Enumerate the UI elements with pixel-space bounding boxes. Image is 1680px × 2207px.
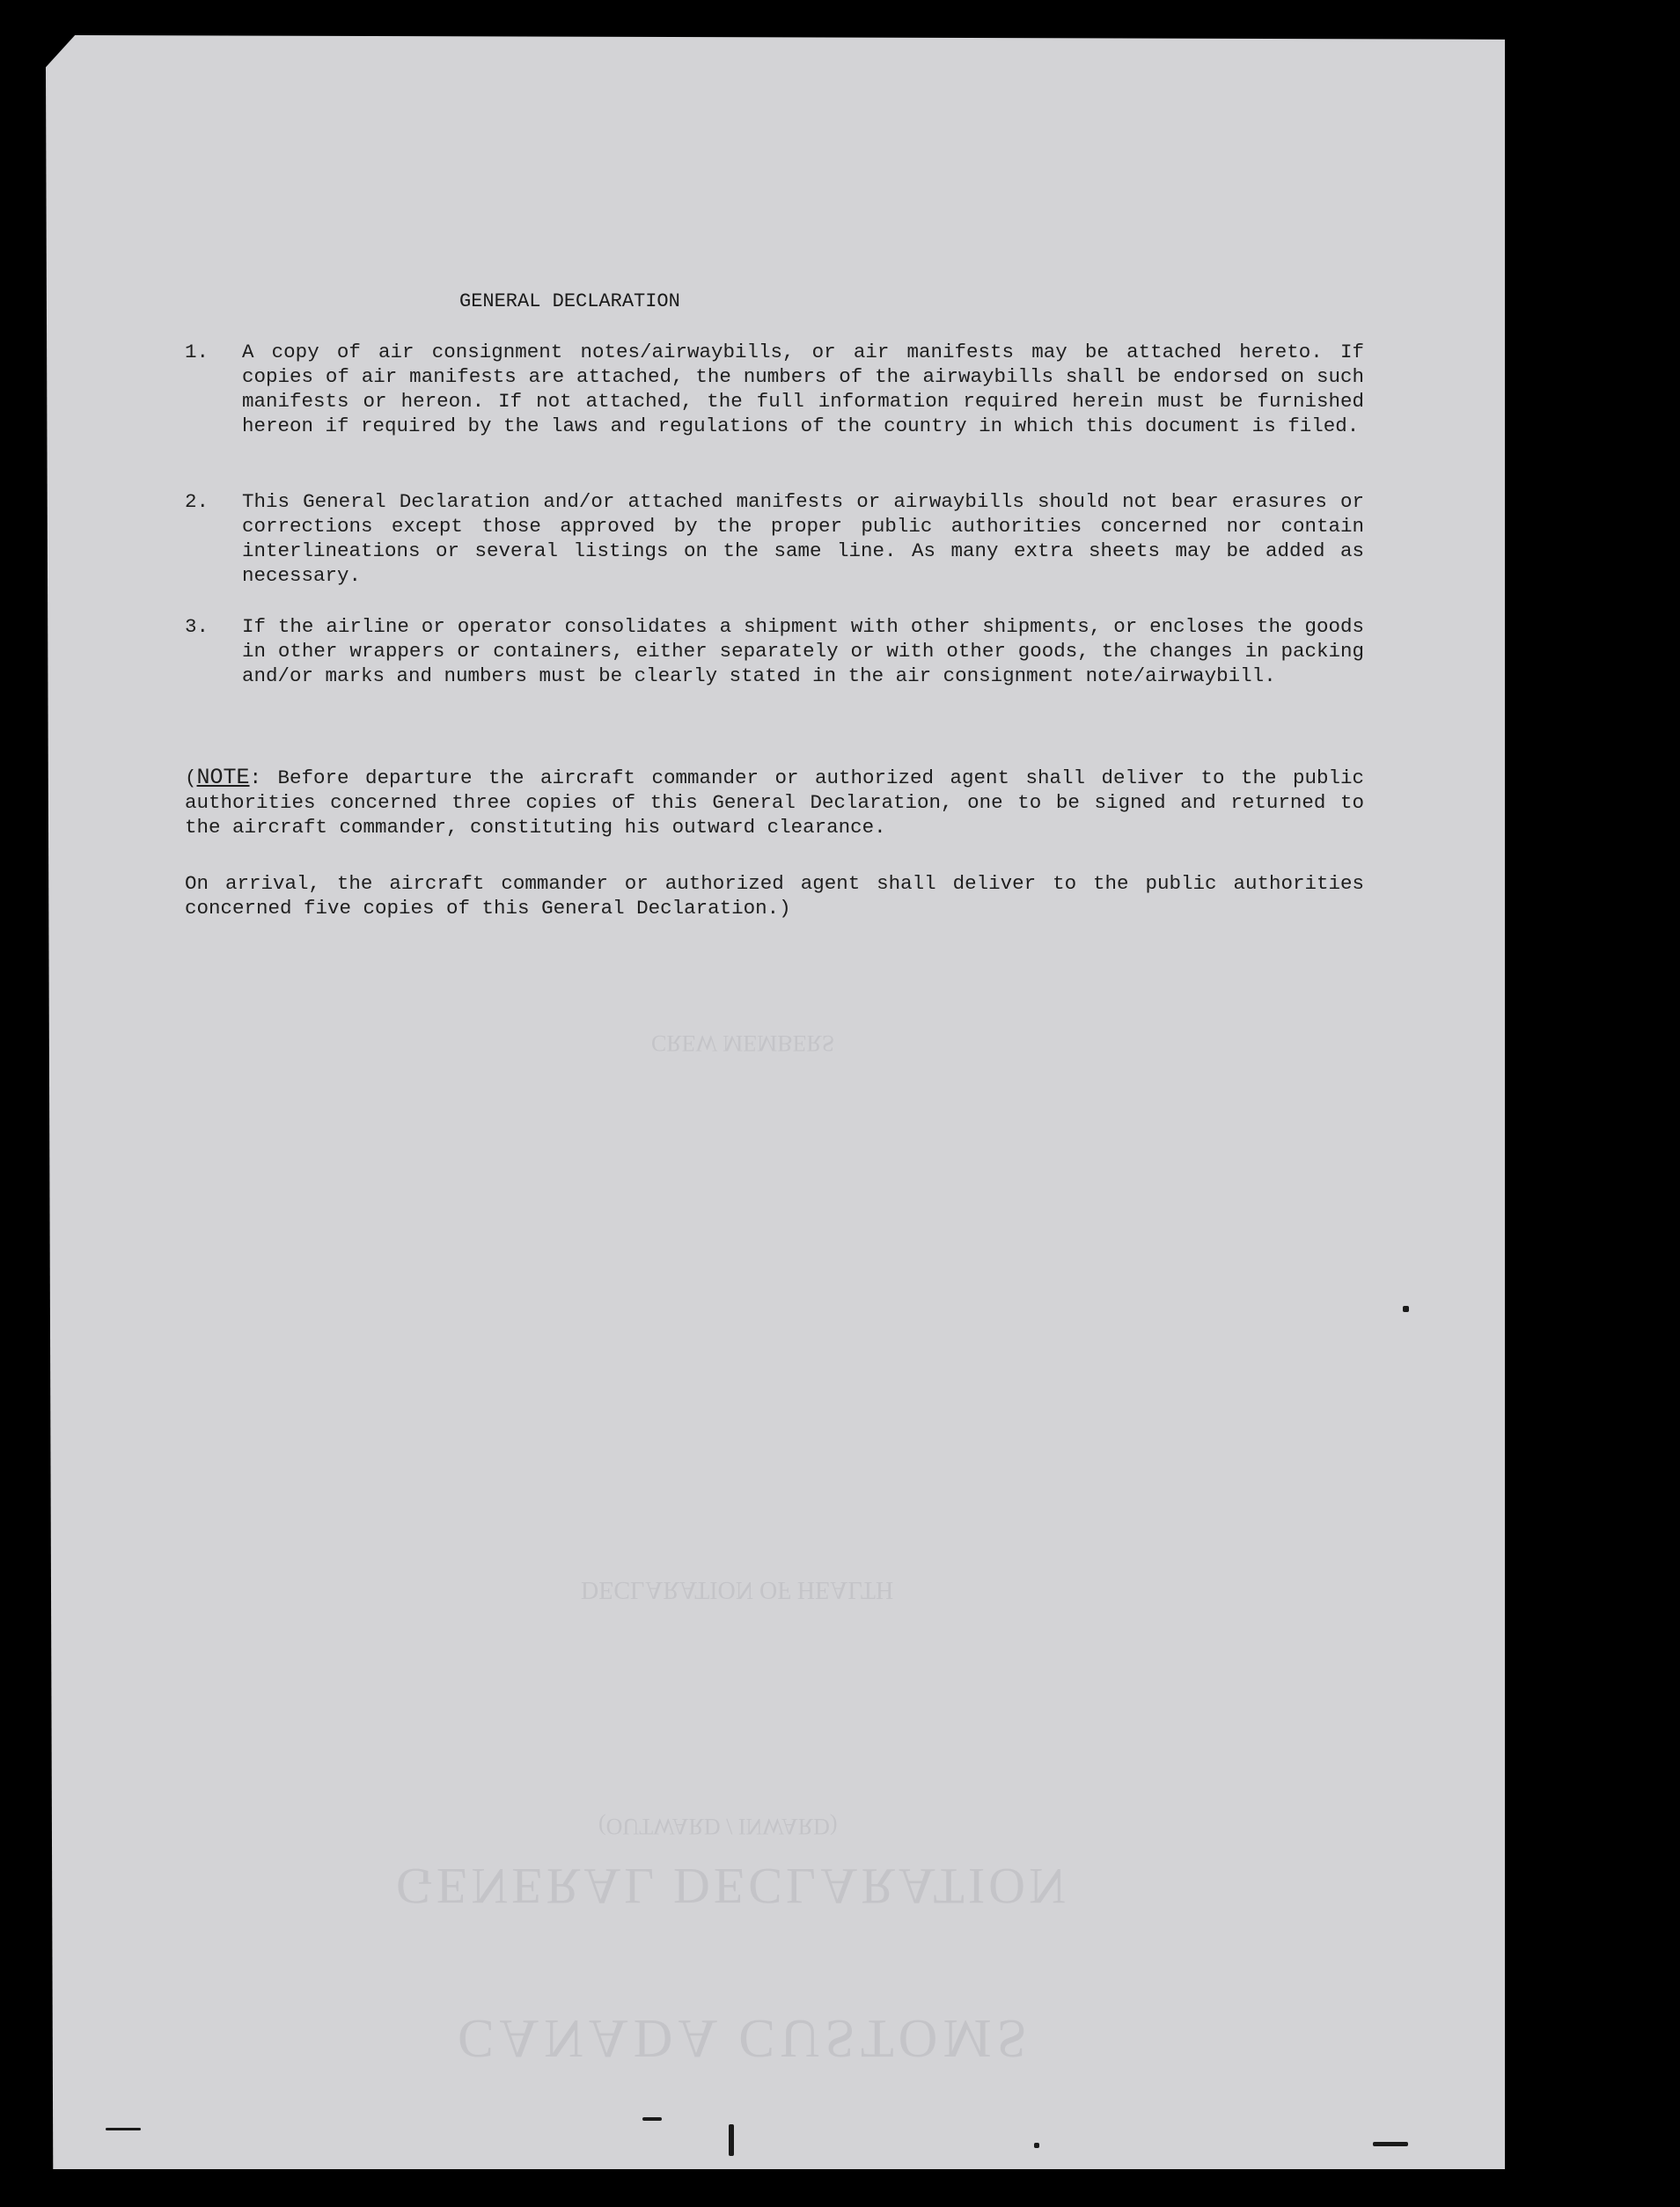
item-text: If the airline or operator consolidates a shipment with other shipments, or encloses the goods in other wrappers or containers, either separately or with other goods, the changes in packing and/or marks and numbers must be clearly stated in the air consignment note/airwaybill. bbox=[242, 615, 1364, 687]
item-number: 2. bbox=[185, 490, 209, 513]
bleed-through-text: CANADA CUSTOMS bbox=[458, 2008, 1033, 2068]
item-text: This General Declaration and/or attached manifests or airwaybills should not bear erasures or corrections except those approved by the proper public authorities concerned nor contain interlineations or several listings on the same line. As many extra sheets may be added as necessary. bbox=[242, 490, 1364, 587]
scan-speck bbox=[1656, 92, 1667, 95]
note-label: NOTE bbox=[196, 765, 250, 790]
bleed-through-text: DECLARATION OF HEALTH bbox=[581, 1576, 894, 1603]
bleed-through-text: CREW MEMBERS bbox=[651, 1030, 835, 1056]
scan-speck bbox=[642, 2117, 662, 2121]
note-colon: : bbox=[249, 766, 262, 789]
scan-speck bbox=[1034, 2143, 1039, 2148]
scan-speck bbox=[1373, 2142, 1408, 2146]
scan-speck bbox=[1403, 1306, 1409, 1312]
scan-speck bbox=[106, 2128, 141, 2130]
item-number: 1. bbox=[185, 341, 209, 363]
note-text: Before departure the aircraft commander or authorized agent shall deliver to the public authorities concerned three copies of this General Declaration, one to be signed and returned to the aircraft commander, constituting his outward clearance. bbox=[185, 766, 1364, 839]
item-number: 3. bbox=[185, 615, 209, 638]
arrival-paragraph: On arrival, the aircraft commander or authorized agent shall deliver to the public authorities concerned five copies of this General Declaration.) bbox=[185, 872, 1364, 920]
bleed-through-text: GENERAL DECLARATION bbox=[396, 1858, 1069, 1915]
scan-speck bbox=[729, 2124, 734, 2156]
document-title: GENERAL DECLARATION bbox=[459, 290, 680, 312]
note-paragraph bbox=[185, 766, 1364, 840]
bleed-through-text: (OUTWARD / INWARD) bbox=[598, 1814, 838, 1839]
item-text: A copy of air consignment notes/airwaybills, or air manifests may be attached hereto. If copies of air manifests are attached, the numbers of the airwaybills shall be endorsed on such manifests or hereon. If not attached, the full information required herein must be furnished hereon if required by the laws and regulations of the country in which this document is filed. bbox=[242, 341, 1364, 437]
note-open-paren: ( bbox=[185, 766, 197, 789]
